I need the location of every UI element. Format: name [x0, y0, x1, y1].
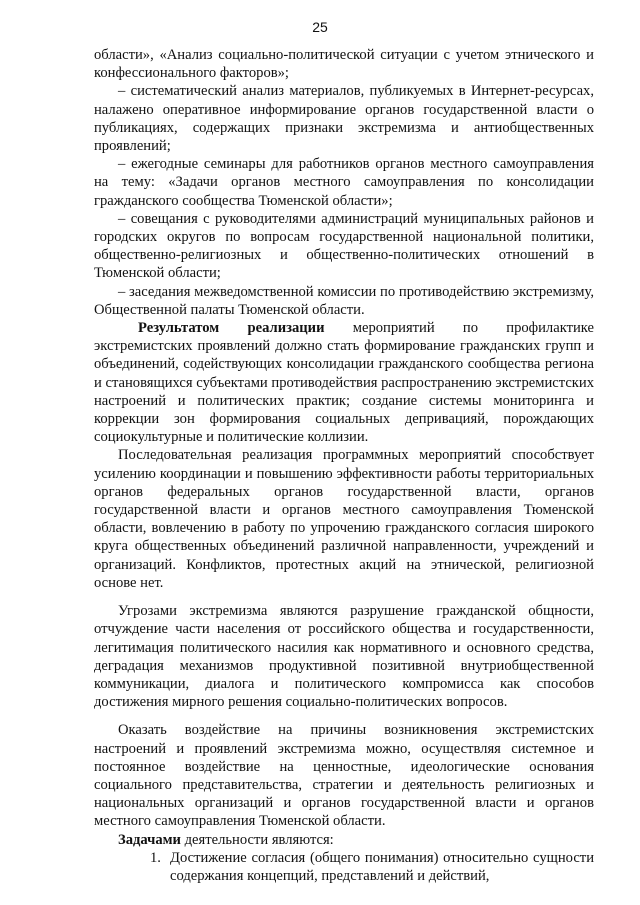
- bullet-item-internet-analysis: – систематический анализ материалов, публикуемых в Интернет-ресурсах, налажено оперативное информирование органов государственной власти о публикациях, содержащих признаки экстремизма и антиобщественных проявлений;: [94, 83, 594, 155]
- list-item: [94, 849, 594, 885]
- paragraph-consistent-implementation: Последовательная реализация программных мероприятий способствует усилению координации и повышению эффективности работы территориальных органов федеральных органов государственной власти, органов государственной власти и органов местного самоуправления Тюменской области, вовлечению в работу по упрочению гражданского согласия широкого круга общественных объединений различной направленности, учреждений и организаций. Конфликтов, протестных акций на этнической, религиозной основе нет.: [94, 447, 594, 591]
- paragraph-result-lead: Результатом реализации: [138, 320, 325, 337]
- list-item-number: 1.: [150, 849, 161, 866]
- paragraph-tasks: [94, 831, 594, 849]
- page-number: 25: [312, 19, 328, 35]
- paragraph-tasks-text: деятельности являются:: [180, 831, 334, 848]
- bullet-item-seminars: – ежегодные семинары для работников органов местного самоуправления на тему: «Задачи органов местного самоуправления по консолидации гражданского сообщества Тюменской области»;: [94, 156, 594, 209]
- bullet-item-meetings: – совещания с руководителями администраций муниципальных районов и городских округов по вопросам государственной национальной политики, общественно-религиозных и общественно-политических отношений в Тюменской области;: [94, 210, 594, 282]
- bullet-item-commission: – заседания межведомственной комиссии по противодействию экстремизму, Общественной палаты Тюменской области.: [94, 283, 594, 318]
- document-body: [94, 46, 594, 885]
- paragraph-result: [94, 319, 594, 446]
- paragraph-result-text: мероприятий по профилактике экстремистских проявлений должно стать формирование гражданских групп и объединений, содействующих консолидации гражданского сообщества региона и становящихся субъектами противодействия распространению экстремистских настроений и политических практик; создание системы мониторинга и коррекции зон формирования социальных депривацияй, порождающих социокультурные и политические коллизии.: [94, 320, 594, 446]
- paragraph-tasks-lead: Задачами: [118, 831, 181, 848]
- paragraph-continuation: области», «Анализ социально-политической ситуации с учетом этнического и конфессионального факторов»;: [94, 47, 594, 82]
- paragraph-influence: Оказать воздействие на причины возникновения экстремистских настроений и проявлений экстремизма можно, осуществляя системное и постоянное воздействие на ценностные, идеологические основания социального представительства, стратегии и деятельность религиозных и национальных организаций и органов государственной власти и органов местного самоуправления Тюменской области.: [94, 722, 594, 830]
- list-item-text: Достижение согласия (общего понимания) относительно сущности содержания концепций, представлений и действий,: [170, 849, 594, 884]
- paragraph-threats: Угрозами экстремизма являются разрушение гражданской общности, отчуждение части населения от российского общества и государственности, легитимация политического насилия как нормативного и основного средства, деградация механизмов продуктивной позитивной внутриобщественной коммуникации, диалога и политического компромисса как способов достижения мирного решения социально-политических вопросов.: [94, 603, 594, 711]
